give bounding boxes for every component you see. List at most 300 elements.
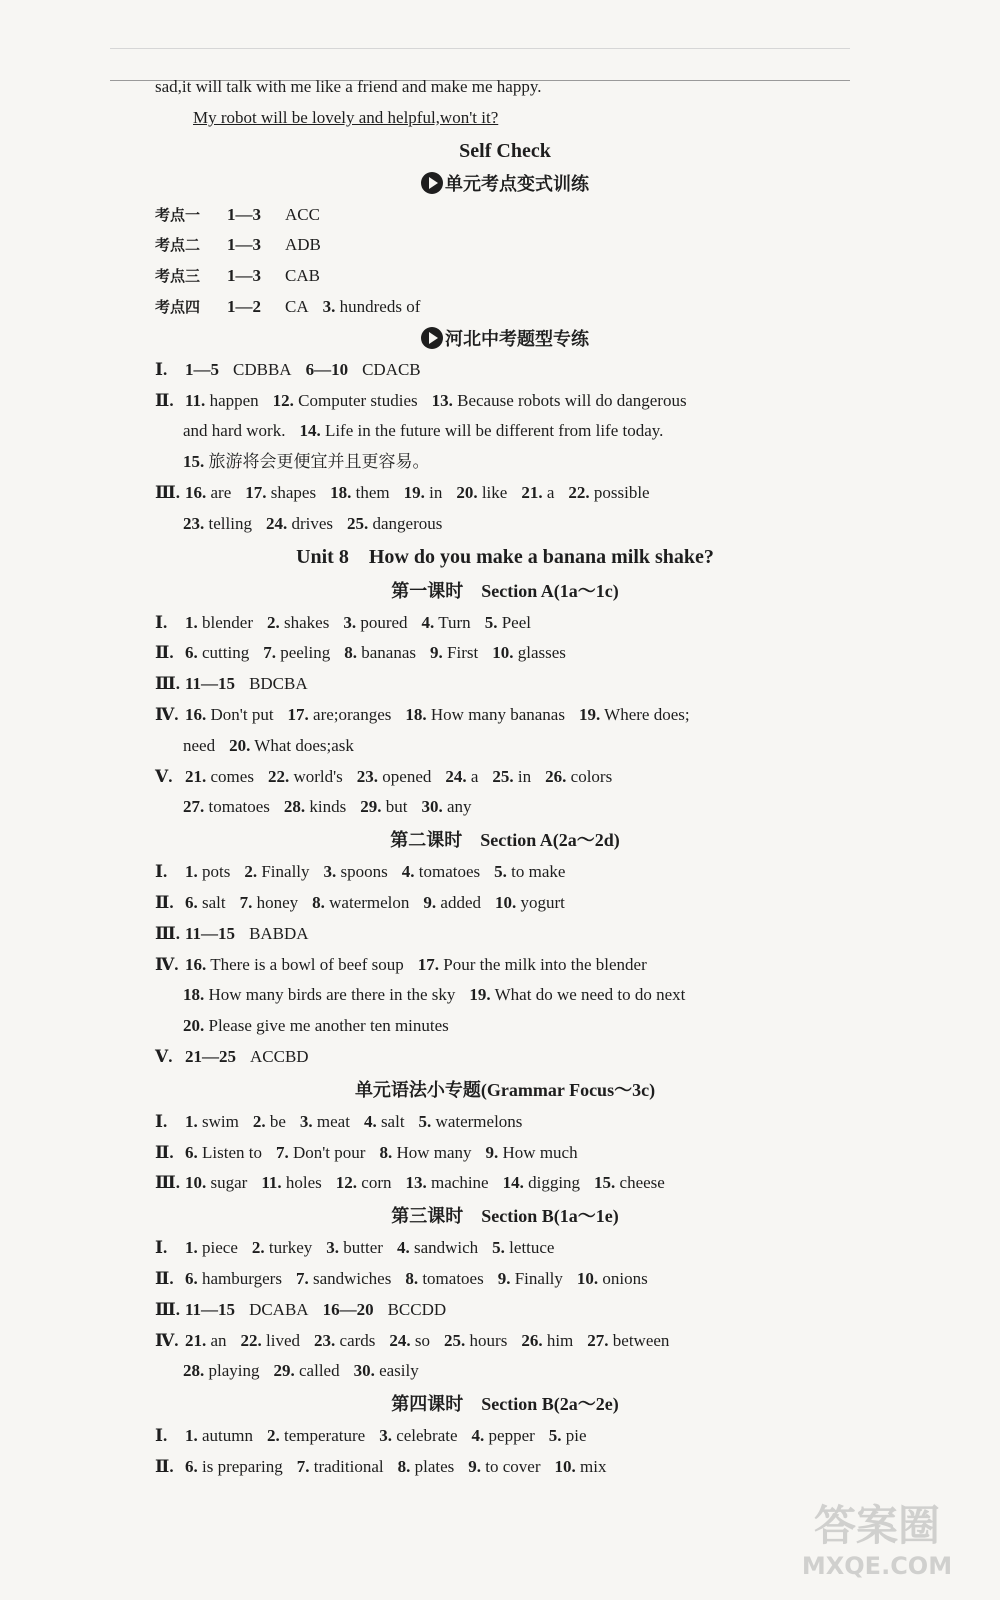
item-number: 6. bbox=[185, 1268, 198, 1288]
answer-item bbox=[521, 483, 554, 502]
item-number: 5. bbox=[492, 1238, 505, 1258]
unit-title: Unit 8 How do you make a banana milk shake? bbox=[296, 545, 714, 568]
roman-numeral: Ⅰ. bbox=[155, 1238, 168, 1258]
answer-item bbox=[245, 483, 316, 502]
intro-line-1: sad,it will talk with me like a friend and make me happy. bbox=[155, 77, 542, 96]
item-answer: colors bbox=[570, 766, 613, 786]
item-number: 4. bbox=[396, 1238, 410, 1258]
item-answer: BCCDD bbox=[387, 1299, 447, 1319]
item-number: 8. bbox=[312, 892, 325, 912]
item-number: 6. bbox=[185, 1142, 198, 1162]
item-number: 23. bbox=[183, 513, 205, 533]
item-answer: 旅游将会更便宜并且更容易。 bbox=[208, 452, 430, 472]
item-number: 3. bbox=[299, 1111, 313, 1131]
item-answer: world's bbox=[293, 766, 343, 786]
answer-item bbox=[185, 1269, 282, 1288]
item-answer: shakes bbox=[283, 612, 330, 632]
item-answer: glasses bbox=[517, 643, 566, 663]
answer-item bbox=[469, 985, 685, 1004]
item-number: 17. bbox=[417, 954, 440, 974]
item-number: 2. bbox=[244, 862, 258, 882]
item-number: 13. bbox=[431, 390, 453, 410]
item-answer: How many bananas bbox=[430, 704, 565, 724]
answer-item bbox=[521, 1331, 573, 1350]
item-number: 5. bbox=[418, 1111, 432, 1131]
item-answer: called bbox=[299, 1361, 340, 1381]
item-answer: Peel bbox=[501, 612, 531, 632]
answer-line bbox=[155, 1356, 855, 1387]
item-answer: CDACB bbox=[362, 359, 421, 379]
item-number: 1. bbox=[185, 1426, 198, 1446]
watermark-text: 答案圈 bbox=[813, 1501, 941, 1550]
answer-line bbox=[155, 919, 855, 950]
item-answer: happen bbox=[209, 390, 259, 410]
item-answer: butter bbox=[343, 1238, 383, 1258]
answer-item bbox=[296, 1269, 391, 1288]
item-range: 11—15 bbox=[185, 923, 236, 943]
answer-line bbox=[155, 1233, 855, 1264]
item-answer: meat bbox=[316, 1111, 350, 1131]
item-answer: First bbox=[447, 643, 479, 663]
item-number: 16. bbox=[185, 482, 207, 502]
intro-line-2: My robot will be lovely and helpful,won't it? bbox=[193, 107, 499, 127]
item-answer: onions bbox=[602, 1268, 648, 1288]
roman-numeral: Ⅴ. bbox=[155, 766, 173, 786]
item-answer: Where does; bbox=[604, 704, 690, 724]
answer-item bbox=[405, 705, 565, 724]
answer-item bbox=[314, 1331, 375, 1350]
roman-numeral: Ⅰ. bbox=[155, 1111, 168, 1131]
answer-item bbox=[241, 1331, 301, 1350]
item-number: 28. bbox=[183, 1361, 205, 1381]
item-answer: There is a bowl of beef soup bbox=[210, 954, 404, 974]
answer-item bbox=[185, 1173, 247, 1192]
item-answer: playing bbox=[208, 1361, 260, 1381]
answer-page bbox=[155, 72, 855, 1483]
item-number: 9. bbox=[497, 1268, 511, 1288]
roman-numeral: Ⅳ. bbox=[155, 1330, 179, 1350]
item-number: 22. bbox=[568, 482, 590, 502]
item-answer: salt bbox=[202, 892, 226, 912]
watermark-logo bbox=[782, 1490, 972, 1580]
item-number: 20. bbox=[456, 482, 478, 502]
item-answer: turkey bbox=[268, 1238, 313, 1258]
item-answer: Pour the milk into the blender bbox=[443, 954, 647, 974]
item-number: 5. bbox=[484, 612, 498, 632]
answer-line bbox=[155, 857, 855, 888]
answer-item bbox=[312, 893, 409, 912]
watermark-url: MXQE.COM bbox=[801, 1552, 953, 1580]
item-answer: celebrate bbox=[396, 1426, 458, 1446]
answer-item bbox=[185, 893, 226, 912]
answer-item bbox=[253, 1112, 286, 1131]
item-answer: sandwiches bbox=[312, 1268, 392, 1288]
item-number: 18. bbox=[405, 704, 427, 724]
kaodian-answer: ADB bbox=[285, 235, 321, 255]
item-number: 22. bbox=[240, 1330, 262, 1350]
answer-item bbox=[268, 767, 343, 786]
banner-unit-practice-text: 单元考点变式训练 bbox=[445, 173, 589, 194]
item-range: 16—20 bbox=[322, 1299, 374, 1319]
item-answer: traditional bbox=[313, 1456, 384, 1476]
answer-item bbox=[456, 483, 507, 502]
kaodian-label: 考点二 bbox=[155, 236, 201, 255]
item-answer: an bbox=[210, 1330, 227, 1350]
item-number: 19. bbox=[578, 704, 601, 724]
answer-item bbox=[545, 767, 612, 786]
answer-line bbox=[155, 700, 855, 731]
item-number: 17. bbox=[245, 482, 267, 502]
item-number: 6. bbox=[185, 1456, 198, 1476]
roman-numeral: Ⅱ. bbox=[155, 892, 174, 912]
item-answer: them bbox=[355, 482, 390, 502]
item-number: 4. bbox=[363, 1111, 377, 1131]
banner-hebei-practice bbox=[155, 323, 855, 355]
item-number: 16. bbox=[185, 704, 207, 724]
kaodian-label: 考点一 bbox=[155, 205, 201, 224]
answer-item bbox=[445, 767, 478, 786]
answer-item bbox=[402, 862, 480, 881]
item-number: 20. bbox=[229, 735, 251, 755]
roman-numeral: Ⅱ. bbox=[155, 1268, 174, 1288]
kaodian-label: 考点四 bbox=[155, 297, 201, 316]
item-answer: and hard work. bbox=[183, 421, 286, 441]
lesson-title: 第一课时 Section A(1a～1c) bbox=[391, 580, 619, 601]
item-number: 10. bbox=[492, 643, 514, 663]
kaodian-row bbox=[155, 230, 855, 261]
answer-item bbox=[404, 483, 443, 502]
answer-item bbox=[297, 1457, 384, 1476]
arrow-right-icon bbox=[421, 172, 443, 194]
item-number: 10. bbox=[576, 1268, 599, 1288]
item-answer: poured bbox=[360, 612, 408, 632]
answer-item bbox=[185, 613, 253, 632]
item-answer: possible bbox=[593, 482, 650, 502]
item-answer: lived bbox=[266, 1330, 301, 1350]
item-answer: dangerous bbox=[372, 513, 443, 533]
answer-line bbox=[155, 1042, 855, 1073]
item-answer: like bbox=[481, 482, 508, 502]
item-number: 9. bbox=[468, 1456, 482, 1476]
kaodian-range: 1—3 bbox=[227, 266, 261, 286]
kaodian-row bbox=[155, 200, 855, 231]
item-answer: How many bbox=[396, 1142, 472, 1162]
item-number: 11. bbox=[261, 1173, 282, 1193]
item-answer: yogurt bbox=[520, 892, 565, 912]
answer-item bbox=[185, 862, 230, 881]
item-answer: pepper bbox=[488, 1426, 535, 1446]
item-number: 4. bbox=[421, 612, 435, 632]
item-answer: easily bbox=[379, 1361, 419, 1381]
answer-line bbox=[155, 792, 855, 823]
roman-numeral: Ⅲ. bbox=[155, 674, 180, 694]
answer-item bbox=[185, 1112, 239, 1131]
item-answer: in bbox=[429, 482, 443, 502]
item-number: 3. bbox=[322, 296, 336, 316]
item-answer: Computer studies bbox=[298, 390, 418, 410]
item-answer: Don't pour bbox=[292, 1142, 366, 1162]
item-answer: cutting bbox=[202, 643, 250, 663]
answer-item bbox=[577, 1269, 648, 1288]
kaodian-answer: CA bbox=[285, 296, 309, 316]
item-answer: to cover bbox=[485, 1456, 541, 1476]
item-number: 14. bbox=[299, 421, 321, 441]
item-number: 8. bbox=[379, 1142, 393, 1162]
item-number: 11. bbox=[185, 390, 206, 410]
banner-hebei-practice-text: 河北中考题型专练 bbox=[445, 328, 589, 349]
answer-line bbox=[155, 608, 855, 639]
item-number: 26. bbox=[521, 1330, 543, 1350]
answer-line bbox=[155, 1011, 855, 1042]
answer-item bbox=[330, 483, 390, 502]
answer-item bbox=[185, 1331, 227, 1350]
lesson-title: 第三课时 Section B(1a～1e) bbox=[391, 1206, 619, 1227]
answer-item bbox=[360, 797, 407, 816]
item-number: 24. bbox=[445, 766, 467, 786]
answer-item bbox=[398, 1457, 455, 1476]
item-number: 15. bbox=[183, 452, 205, 472]
item-number: 1. bbox=[185, 862, 198, 882]
item-number: 12. bbox=[272, 390, 294, 410]
answer-item bbox=[498, 1269, 563, 1288]
item-number: 16. bbox=[185, 954, 207, 974]
item-answer: between bbox=[612, 1330, 670, 1350]
kaodian-range: 1—3 bbox=[227, 204, 261, 224]
answer-item bbox=[229, 736, 354, 755]
answer-item bbox=[336, 1173, 392, 1192]
item-number: 18. bbox=[183, 985, 205, 1005]
item-number: 10. bbox=[554, 1456, 576, 1476]
item-answer: machine bbox=[431, 1173, 489, 1193]
roman-numeral: Ⅱ. bbox=[155, 390, 174, 410]
item-number: 25. bbox=[444, 1330, 466, 1350]
item-number: 21. bbox=[521, 482, 543, 502]
item-number: 26. bbox=[545, 766, 567, 786]
item-answer: any bbox=[446, 797, 472, 817]
item-answer: a bbox=[546, 482, 555, 502]
item-number: 25. bbox=[347, 513, 369, 533]
item-number: 2. bbox=[266, 612, 280, 632]
item-answer: watermelons bbox=[435, 1111, 523, 1131]
self-check-title: Self Check bbox=[459, 139, 551, 162]
item-answer: hamburgers bbox=[202, 1268, 282, 1288]
item-number: 7. bbox=[275, 1142, 289, 1162]
kaodian-row bbox=[155, 261, 855, 292]
item-answer: are;oranges bbox=[313, 704, 392, 724]
item-number: 28. bbox=[283, 797, 306, 817]
roman-numeral: Ⅰ. bbox=[155, 612, 168, 632]
answer-item bbox=[444, 1331, 507, 1350]
item-answer: cheese bbox=[619, 1173, 665, 1193]
item-number: 22. bbox=[267, 766, 290, 786]
lesson-title: 单元语法小专题(Grammar Focus～3c) bbox=[354, 1079, 656, 1100]
item-answer: opened bbox=[382, 766, 432, 786]
answer-line bbox=[155, 731, 855, 762]
answer-item bbox=[183, 736, 215, 755]
item-answer: swim bbox=[202, 1111, 239, 1131]
item-answer: mix bbox=[580, 1456, 607, 1476]
answer-line bbox=[155, 1326, 855, 1357]
item-answer: ACCBD bbox=[250, 1046, 309, 1066]
item-answer: sandwich bbox=[413, 1238, 479, 1258]
item-answer: are bbox=[210, 482, 232, 502]
item-answer: him bbox=[546, 1330, 574, 1350]
roman-numeral: Ⅳ. bbox=[155, 704, 179, 724]
item-number: 6. bbox=[185, 892, 198, 912]
item-answer: Listen to bbox=[202, 1142, 262, 1162]
answer-item bbox=[273, 391, 418, 410]
answer-line bbox=[155, 1107, 855, 1138]
item-answer: Life in the future will be different from life today. bbox=[324, 421, 664, 441]
answer-line bbox=[155, 1264, 855, 1295]
roman-numeral: Ⅳ. bbox=[155, 954, 179, 974]
answer-item bbox=[419, 1112, 523, 1131]
item-answer: in bbox=[517, 766, 532, 786]
answer-line bbox=[155, 1168, 855, 1199]
answer-line bbox=[155, 950, 855, 981]
roman-numeral: Ⅲ. bbox=[155, 1299, 180, 1319]
item-number: 24. bbox=[265, 513, 288, 533]
item-number: 5. bbox=[494, 862, 507, 882]
answer-item bbox=[397, 1238, 478, 1257]
answer-item bbox=[485, 613, 531, 632]
item-number: 6. bbox=[185, 643, 198, 663]
answer-item bbox=[261, 1173, 321, 1192]
item-answer: tomatoes bbox=[208, 797, 270, 817]
item-number: 29. bbox=[360, 797, 382, 817]
item-range: 11—15 bbox=[185, 1299, 236, 1319]
answer-item bbox=[423, 893, 481, 912]
roman-numeral: Ⅱ. bbox=[155, 1456, 174, 1476]
item-range: 21—25 bbox=[185, 1046, 236, 1066]
answer-item bbox=[244, 862, 309, 881]
item-number: 27. bbox=[587, 1330, 609, 1350]
answer-line bbox=[155, 416, 855, 447]
item-number: 19. bbox=[469, 985, 491, 1005]
item-number: 2. bbox=[251, 1238, 265, 1258]
kaodian-range: 1—3 bbox=[227, 235, 261, 255]
item-answer: blender bbox=[202, 612, 253, 632]
item-answer: BDCBA bbox=[249, 674, 308, 694]
item-range: 1—5 bbox=[185, 359, 219, 379]
answer-item bbox=[492, 643, 566, 662]
item-answer: digging bbox=[528, 1173, 581, 1193]
item-answer: pie bbox=[565, 1426, 587, 1446]
answer-item bbox=[185, 1143, 262, 1162]
answer-item bbox=[185, 767, 254, 786]
item-number: 21. bbox=[185, 766, 207, 786]
answer-item bbox=[555, 1457, 607, 1476]
answer-item bbox=[274, 1361, 340, 1380]
item-number: 5. bbox=[548, 1426, 562, 1446]
item-number: 2. bbox=[267, 1426, 280, 1446]
item-answer: lettuce bbox=[509, 1238, 555, 1258]
item-number: 21. bbox=[185, 1330, 207, 1350]
answer-item bbox=[288, 705, 392, 724]
answer-item bbox=[183, 1016, 449, 1035]
item-answer: spoons bbox=[340, 862, 388, 882]
item-answer: hundreds of bbox=[339, 296, 421, 316]
answer-item bbox=[344, 643, 416, 662]
item-number: 30. bbox=[421, 797, 443, 817]
answer-item bbox=[240, 893, 299, 912]
item-answer: be bbox=[269, 1111, 286, 1131]
answer-item bbox=[263, 643, 330, 662]
answer-item bbox=[594, 1173, 665, 1192]
answer-item bbox=[503, 1173, 580, 1192]
item-answer: plates bbox=[414, 1456, 455, 1476]
item-answer: is preparing bbox=[202, 1456, 283, 1476]
item-number: 29. bbox=[273, 1361, 295, 1381]
answer-item bbox=[568, 483, 649, 502]
answer-line bbox=[155, 669, 855, 700]
roman-numeral: Ⅱ. bbox=[155, 1142, 174, 1162]
item-number: 12. bbox=[335, 1173, 358, 1193]
answer-line bbox=[155, 447, 855, 478]
item-number: 27. bbox=[183, 797, 205, 817]
answer-item bbox=[587, 1331, 669, 1350]
kaodian-answer: ACC bbox=[285, 204, 320, 224]
answer-item bbox=[183, 985, 455, 1004]
kaodian-answer: CAB bbox=[285, 266, 320, 286]
item-number: 7. bbox=[296, 1456, 310, 1476]
item-answer: corn bbox=[361, 1173, 392, 1193]
item-number: 3. bbox=[326, 1238, 340, 1258]
answer-item bbox=[183, 1361, 260, 1380]
item-answer: holes bbox=[285, 1173, 322, 1193]
answer-item bbox=[354, 1361, 419, 1380]
answer-item bbox=[579, 705, 690, 724]
item-number: 1. bbox=[185, 1238, 198, 1258]
answer-item bbox=[492, 1238, 554, 1257]
item-range: 11—15 bbox=[185, 674, 236, 694]
item-number: 3. bbox=[323, 862, 337, 882]
item-answer: How much bbox=[502, 1142, 578, 1162]
kaodian-label: 考点三 bbox=[155, 267, 201, 286]
item-number: 18. bbox=[330, 482, 352, 502]
answer-item bbox=[324, 862, 388, 881]
answer-item bbox=[492, 767, 531, 786]
answer-item bbox=[421, 797, 471, 816]
item-answer: Finally bbox=[261, 862, 310, 882]
item-number: 9. bbox=[430, 643, 443, 663]
item-answer: What do we need to do next bbox=[494, 985, 686, 1005]
roman-numeral: Ⅲ. bbox=[155, 482, 180, 502]
item-answer: honey bbox=[256, 892, 299, 912]
answer-item bbox=[364, 1112, 405, 1131]
answer-item bbox=[185, 1457, 283, 1476]
answer-line bbox=[155, 762, 855, 793]
answer-line bbox=[155, 355, 855, 386]
item-answer: tomatoes bbox=[422, 1268, 484, 1288]
item-number: 8. bbox=[405, 1268, 419, 1288]
item-answer: cards bbox=[339, 1330, 376, 1350]
arrow-right-icon bbox=[421, 327, 443, 349]
item-answer: added bbox=[440, 892, 481, 912]
answer-item bbox=[389, 1331, 430, 1350]
item-number: 7. bbox=[263, 643, 276, 663]
roman-numeral: Ⅰ. bbox=[155, 359, 168, 379]
item-number: 25. bbox=[492, 766, 514, 786]
answer-item bbox=[486, 1143, 578, 1162]
item-answer: drives bbox=[291, 513, 333, 533]
item-answer: a bbox=[470, 766, 479, 786]
item-number: 15. bbox=[594, 1173, 616, 1193]
answer-item bbox=[185, 705, 274, 724]
answer-item bbox=[284, 797, 346, 816]
item-answer: pots bbox=[202, 862, 231, 882]
item-number: 7. bbox=[239, 892, 253, 912]
